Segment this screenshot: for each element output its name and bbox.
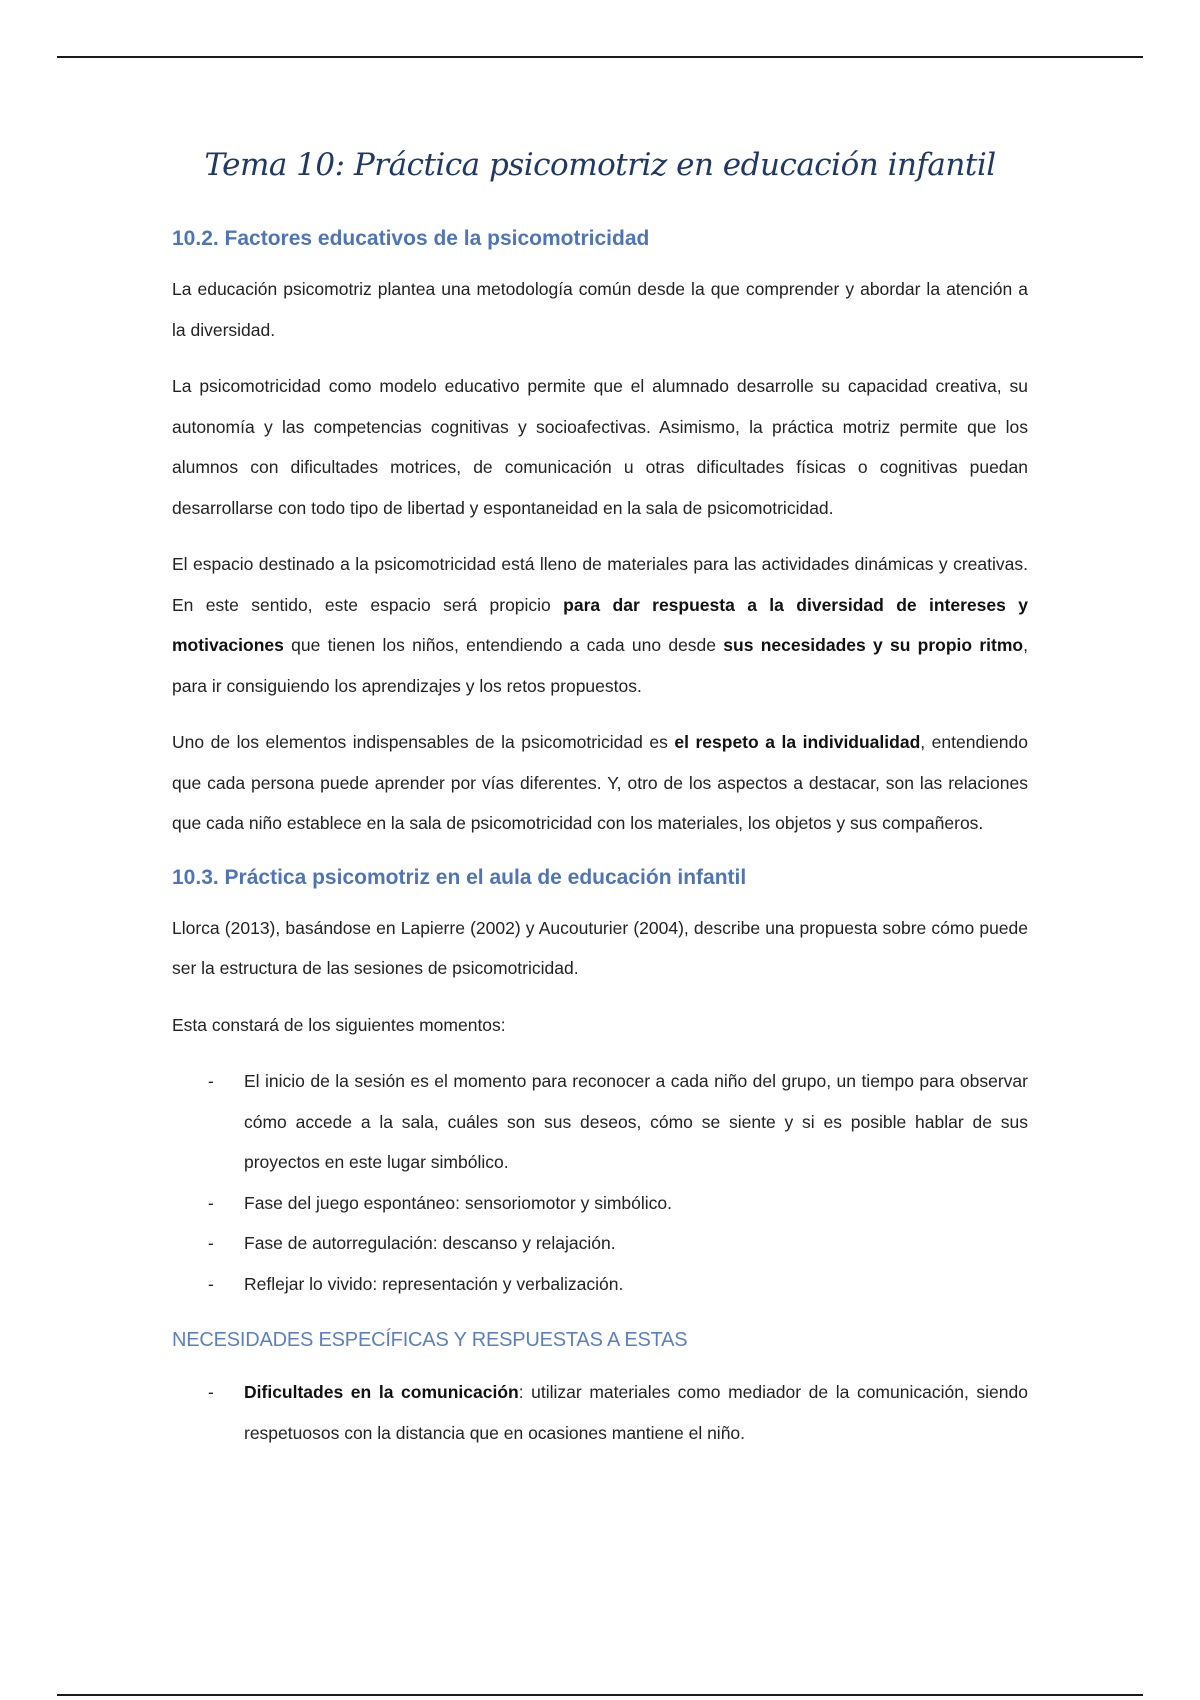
text-run: El espacio destinado a la psicomotricidad está lleno de materiales para las actividades dinámicas y creativas. En este sentido, este espacio será propicio: [172, 554, 1028, 615]
list-item: [172, 1061, 1028, 1183]
list-item: [172, 1183, 1028, 1224]
paragraph: La psicomotricidad como modelo educativo permite que el alumnado desarrolle su capacidad creativa, su autonomía y las competencias cognitivas y socioafectivas. Asimismo, la práctica motriz permite que los alumnos con dificultades motrices, de comunicación u otras dificultades físicas o cognitivas puedan desarrollarse con todo tipo de libertad y espontaneidad en la sala de psicomotricidad.: [172, 376, 1028, 518]
paragraph: [172, 544, 1028, 706]
list-item-text: : utilizar materiales como mediador de la comunicación, siendo respetuosos con la distancia que en ocasiones mantiene el niño.: [244, 1382, 1028, 1443]
section-heading-10-2: 10.2. Factores educativos de la psicomotricidad: [172, 227, 650, 250]
list-item-text: Fase del juego espontáneo: sensoriomotor y simbólico.: [244, 1192, 673, 1213]
dash-bullet: -: [208, 1071, 214, 1091]
text-run: , para ir consiguiendo los aprendizajes y los retos propuestos.: [172, 635, 1028, 696]
document-title: Tema 10: Práctica psicomotriz en educación infantil: [204, 147, 996, 183]
list-item: [172, 1223, 1028, 1264]
text-run: Uno de los elementos indispensables de la psicomotricidad es: [172, 732, 675, 752]
list-item-text: Reflejar lo vivido: representación y verbalización.: [244, 1273, 624, 1294]
paragraph: La educación psicomotriz plantea una metodología común desde la que comprender y abordar la atención a la diversidad.: [172, 279, 1028, 340]
needs-list: [172, 1372, 1028, 1453]
section-heading-10-3: 10.3. Práctica psicomotriz en el aula de educación infantil: [172, 865, 747, 889]
bold-text: Dificultades en la comunicación: [244, 1382, 519, 1402]
document-body: [172, 135, 1028, 1469]
list-item: [172, 1372, 1028, 1453]
dash-bullet: -: [208, 1382, 214, 1402]
dash-bullet: -: [208, 1192, 214, 1213]
list-item-text: El inicio de la sesión es el momento para reconocer a cada niño del grupo, un tiempo para observar cómo accede a la sala, cuáles son sus deseos, cómo se siente y si es posible hablar de sus proyectos en este lugar simbólico.: [244, 1071, 1028, 1172]
session-moments-list: [172, 1061, 1028, 1304]
bold-text: el respeto a la individualidad: [674, 732, 921, 752]
text-run: , entendiendo que cada persona puede aprender por vías diferentes. Y, otro de los aspectos a destacar, son las relaciones que cada niño establece en la sala de psicomotricidad con los materiales, los objetos y sus compañeros.: [172, 732, 1028, 833]
paragraph: Llorca (2013), basándose en Lapierre (2002) y Aucouturier (2004), describe una propuesta sobre cómo puede ser la estructura de las sesiones de psicomotricidad.: [172, 917, 1028, 978]
dash-bullet: -: [208, 1273, 214, 1294]
paragraph: [172, 722, 1028, 844]
subsection-heading-needs: NECESIDADES ESPECÍFICAS Y RESPUESTAS A ESTAS: [172, 1329, 688, 1351]
paragraph: Esta constará de los siguientes momentos:: [172, 1014, 506, 1035]
bottom-rule: [57, 1694, 1143, 1696]
bold-text: sus necesidades y su propio ritmo: [723, 635, 1024, 655]
dash-bullet: -: [208, 1233, 214, 1253]
list-item: [172, 1264, 1028, 1305]
text-run: que tienen los niños, entendiendo a cada uno desde: [283, 635, 724, 655]
list-item-text: Fase de autorregulación: descanso y relajación.: [244, 1233, 616, 1253]
top-rule: [57, 56, 1143, 58]
bold-text: para dar respuesta a la diversidad de intereses y motivaciones: [172, 594, 1028, 655]
